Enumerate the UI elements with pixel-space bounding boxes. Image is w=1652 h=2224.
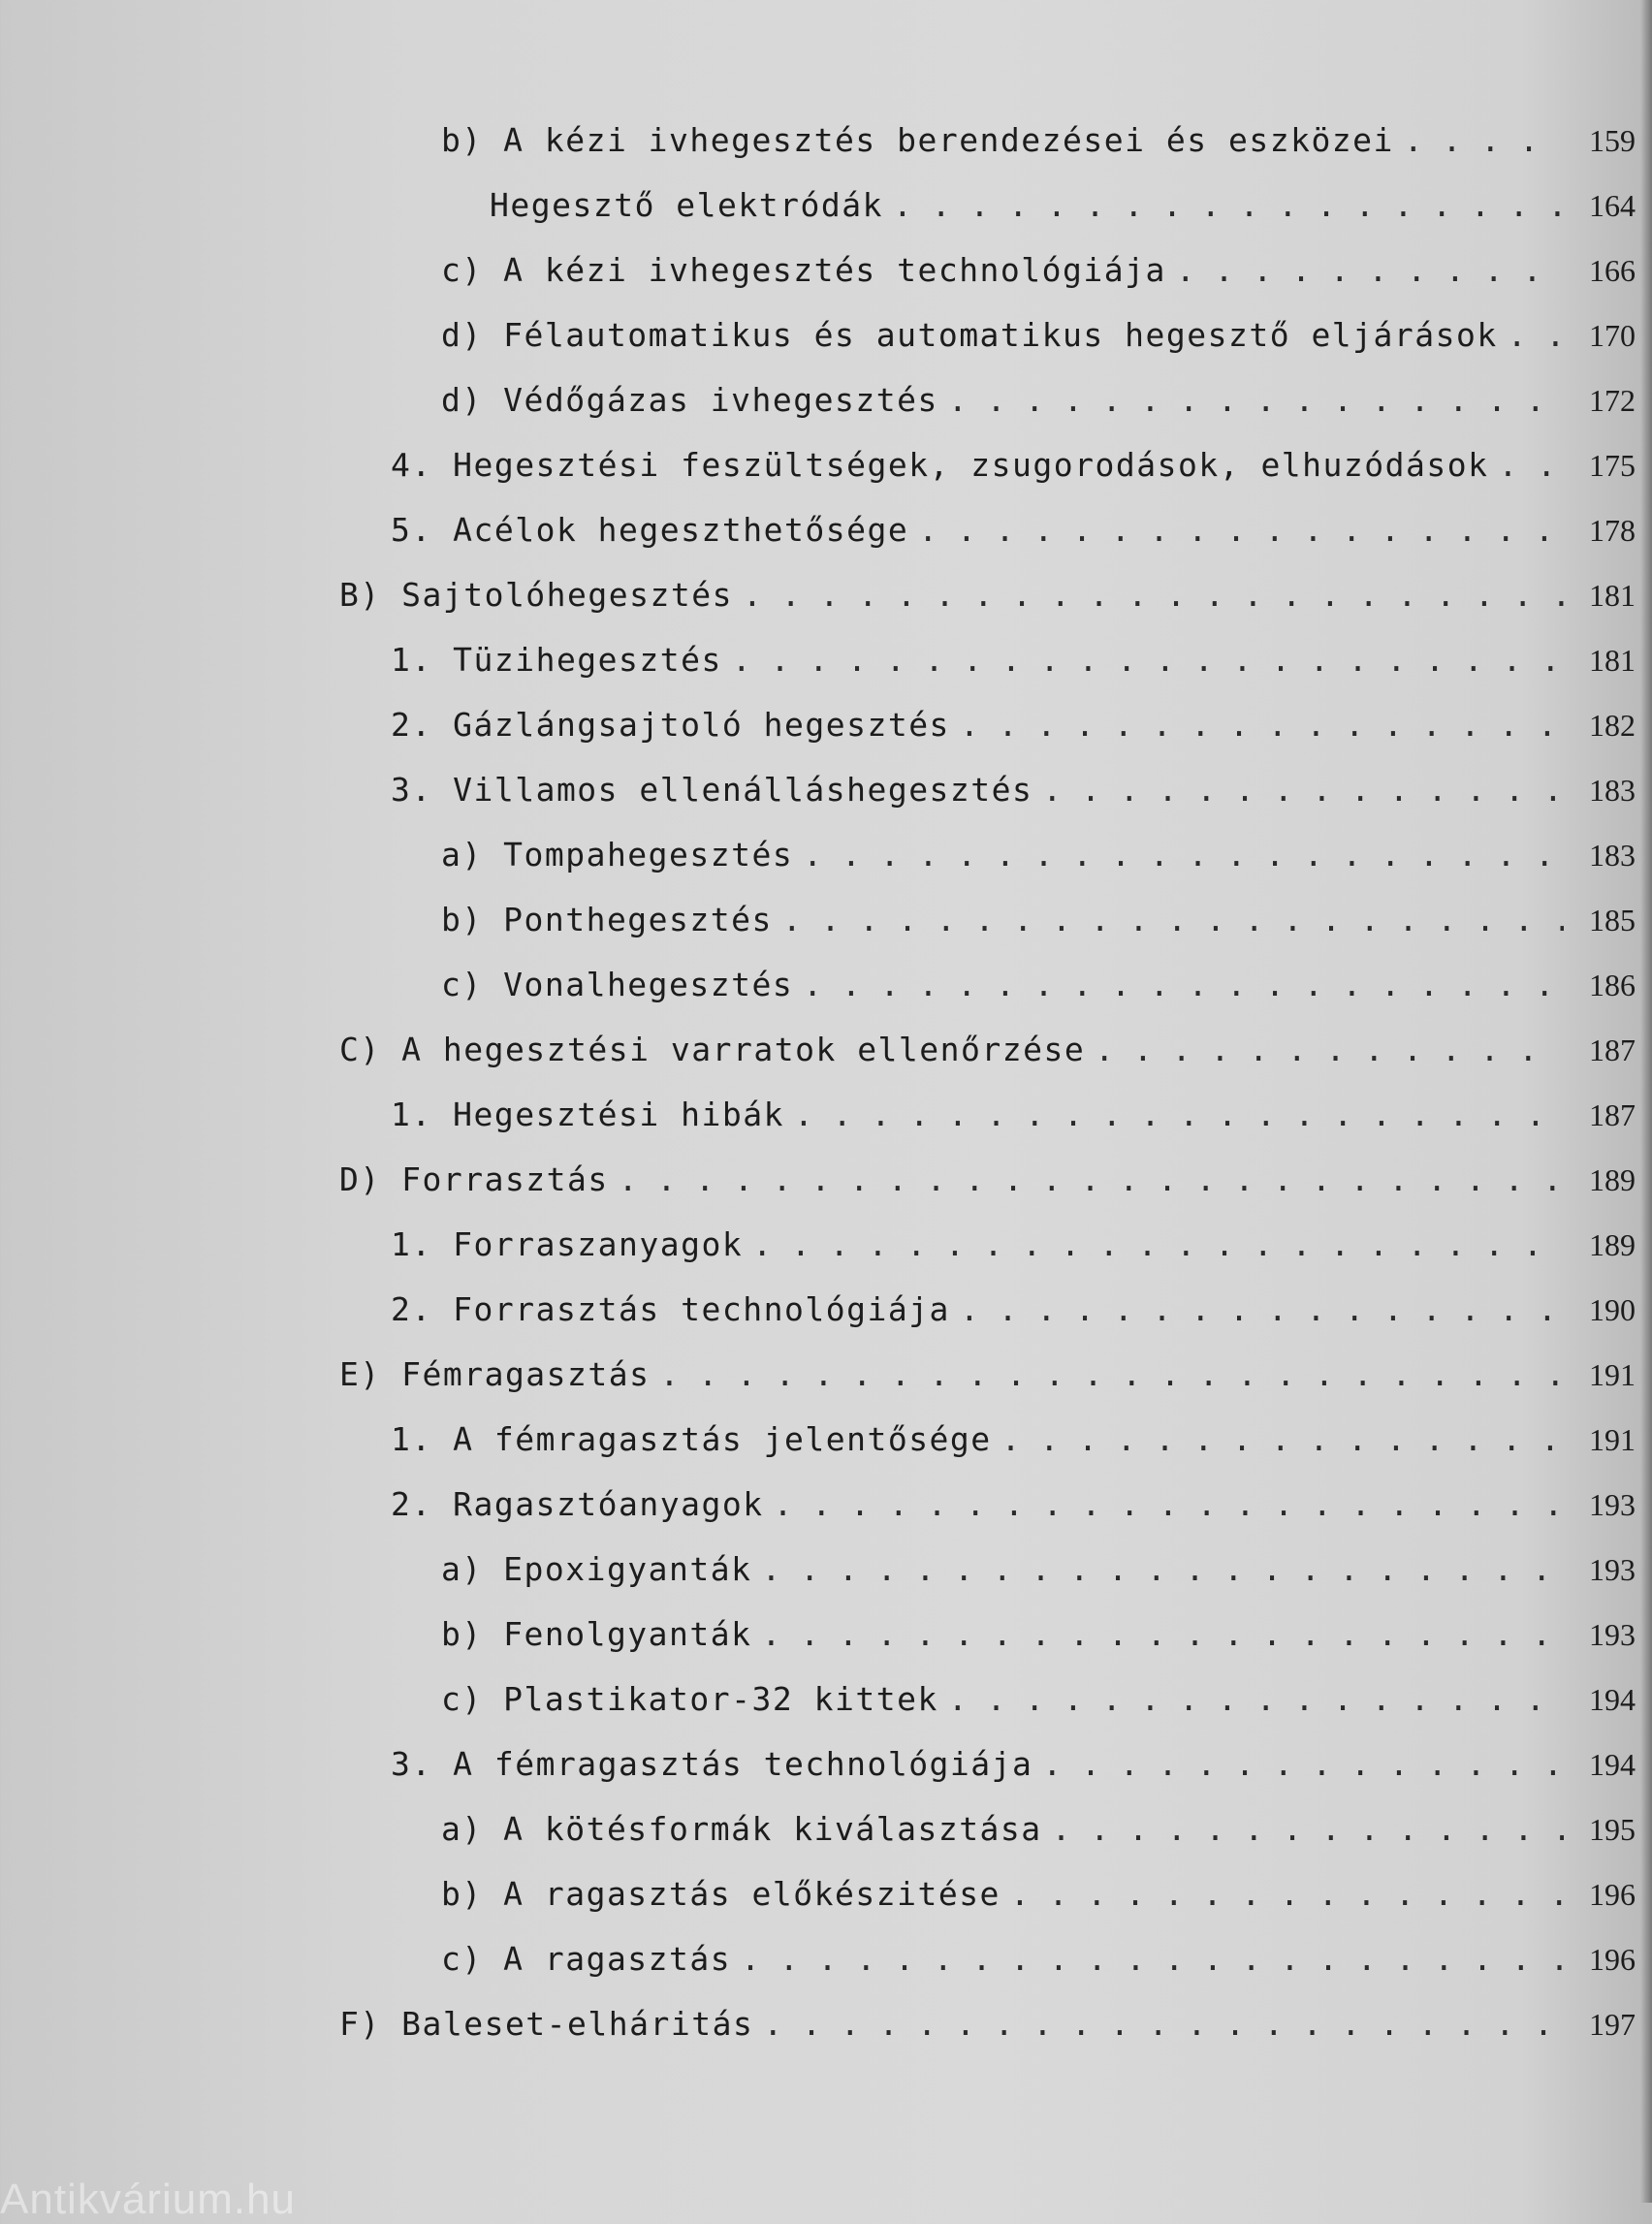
toc-entry-title: c) Vonalhegesztés: [441, 966, 794, 1003]
toc-entry-page: 175: [1589, 448, 1636, 483]
toc-entry-title: b) A ragasztás előkészitése: [441, 1875, 1001, 1913]
toc-entry-page: 183: [1589, 838, 1636, 873]
dot-leader: [763, 1995, 1564, 2053]
toc-entry: [441, 1541, 1636, 1599]
toc-entry-title: a) A kötésformák kiválasztása: [441, 1810, 1042, 1848]
toc-entry: [441, 891, 1636, 949]
dot-leader: [743, 566, 1564, 624]
toc-entry-page: 191: [1589, 1422, 1636, 1457]
toc-entry-title: 1. Hegesztési hibák: [391, 1096, 784, 1133]
toc-entry-title: 1. Forraszanyagok: [391, 1225, 744, 1263]
toc-entry-page: 166: [1589, 253, 1636, 288]
toc-entry-title: 1. Tüzihegesztés: [391, 641, 722, 679]
dot-leader: [1508, 306, 1564, 365]
toc-entry-title: 2. Forrasztás technológiája: [391, 1290, 950, 1328]
dot-leader: [762, 1541, 1564, 1599]
toc-entry: [441, 1930, 1636, 1988]
toc-entry-page: 187: [1589, 1033, 1636, 1067]
toc-entry: [441, 956, 1636, 1014]
toc-entry: [391, 501, 1636, 559]
toc-entry-page: 178: [1589, 513, 1636, 548]
toc-section: [339, 1995, 1636, 2053]
dot-leader: [803, 956, 1564, 1014]
dot-leader: [660, 1346, 1564, 1404]
dot-leader: [762, 1605, 1564, 1664]
toc-entry-title: b) A kézi ivhegesztés berendezései és eszközei: [441, 121, 1394, 159]
toc-entry: [391, 1476, 1636, 1534]
toc-entry-title: F) Baleset-elháritás: [339, 2005, 754, 2043]
dot-leader: [1001, 1411, 1564, 1469]
toc-section: [339, 1346, 1636, 1404]
dot-leader: [774, 1476, 1564, 1534]
toc-entry-page: 193: [1589, 1617, 1636, 1652]
toc-entry-page: 190: [1589, 1292, 1636, 1327]
toc-entry-page: 196: [1589, 1942, 1636, 1977]
toc-entry-page: 172: [1589, 383, 1636, 418]
toc-entry-title: 4. Hegesztési feszültségek, zsugorodások, elhuzódások: [391, 446, 1489, 484]
toc-entry-page: 159: [1589, 123, 1636, 158]
toc-entry: [391, 1086, 1636, 1144]
dot-leader: [732, 631, 1564, 689]
toc-entry: [391, 436, 1636, 494]
toc-entry: [441, 1800, 1636, 1859]
toc-entry: [441, 826, 1636, 884]
dot-leader: [960, 1281, 1564, 1339]
dot-leader: [782, 891, 1564, 949]
toc-entry: [391, 761, 1636, 819]
toc-entry: [441, 1670, 1636, 1729]
toc-entry: [441, 241, 1636, 300]
toc-entry: [490, 176, 1636, 235]
toc-entry-title: 3. Villamos ellenálláshegesztés: [391, 771, 1033, 809]
dot-leader: [1052, 1800, 1564, 1859]
toc-entry: [441, 1605, 1636, 1664]
toc-entry-page: 182: [1589, 708, 1636, 743]
toc-entry: [441, 1865, 1636, 1923]
toc-entry: [441, 306, 1636, 365]
dot-leader: [619, 1151, 1564, 1209]
toc-entry-title: E) Fémragasztás: [339, 1355, 651, 1393]
dot-leader: [794, 1086, 1564, 1144]
toc-entry-title: a) Epoxigyanták: [441, 1550, 752, 1588]
toc-entry-title: 2. Ragasztóanyagok: [391, 1485, 764, 1523]
toc-entry-title: B) Sajtolóhegesztés: [339, 576, 733, 614]
dot-leader: [752, 1216, 1564, 1274]
toc-entry-page: 189: [1589, 1162, 1636, 1197]
watermark: Antikvárium.hu: [0, 2176, 297, 2223]
dot-leader: [948, 371, 1564, 429]
toc-entry-page: 195: [1589, 1812, 1636, 1847]
toc-entry-title: c) A ragasztás: [441, 1940, 732, 1978]
dot-leader: [893, 176, 1564, 235]
toc-entry-title: c) Plastikator-32 kittek: [441, 1680, 938, 1718]
toc-entry: [391, 1281, 1636, 1339]
toc-entry-page: 183: [1589, 773, 1636, 808]
toc-section: [339, 1021, 1636, 1079]
dot-leader: [1095, 1021, 1564, 1079]
dot-leader: [1042, 761, 1564, 819]
dot-leader: [948, 1670, 1564, 1729]
toc-entry-title: D) Forrasztás: [339, 1160, 609, 1198]
page-edge-shadow: [1640, 0, 1652, 2203]
toc-entry-page: 197: [1589, 2007, 1636, 2042]
toc-entry: [391, 1735, 1636, 1794]
toc-entry: [391, 631, 1636, 689]
dot-leader: [960, 696, 1564, 754]
toc-entry-title: d) Védőgázas ivhegesztés: [441, 381, 938, 419]
toc-entry-page: 185: [1589, 903, 1636, 937]
toc-entry-page: 181: [1589, 578, 1636, 613]
dot-leader: [1404, 111, 1564, 170]
dot-leader: [1176, 241, 1564, 300]
toc-entry-page: 194: [1589, 1682, 1636, 1717]
toc-entry-title: a) Tompahegesztés: [441, 836, 794, 874]
toc-entry-page: 196: [1589, 1877, 1636, 1912]
toc-entry-title: c) A kézi ivhegesztés technológiája: [441, 251, 1166, 289]
dot-leader: [1499, 436, 1565, 494]
toc-entry-title: d) Félautomatikus és automatikus hegesztő eljárások: [441, 316, 1498, 354]
toc-entry-title: 5. Acélok hegeszthetősége: [391, 511, 909, 549]
toc-entry-page: 191: [1589, 1357, 1636, 1392]
toc-entry-page: 189: [1589, 1227, 1636, 1262]
toc-entry: [391, 1411, 1636, 1469]
toc-entry-title: C) A hegesztési varratok ellenőrzése: [339, 1031, 1086, 1068]
toc-entry-page: 187: [1589, 1097, 1636, 1132]
toc-entry-title: Hegesztő elektródák: [490, 186, 883, 224]
dot-leader: [741, 1930, 1564, 1988]
toc-entry-title: 2. Gázlángsajtoló hegesztés: [391, 706, 950, 744]
toc-entry: [391, 696, 1636, 754]
toc-entry-title: 3. A fémragasztás technológiája: [391, 1745, 1033, 1783]
toc-entry-page: 193: [1589, 1487, 1636, 1522]
toc-entry-page: 194: [1589, 1747, 1636, 1782]
toc-entry-page: 181: [1589, 643, 1636, 678]
toc-entry: [391, 1216, 1636, 1274]
toc-entry-page: 170: [1589, 318, 1636, 353]
toc-entry: [441, 111, 1636, 170]
dot-leader: [1010, 1865, 1564, 1923]
toc-section: [339, 566, 1636, 624]
toc-entry-title: b) Ponthegesztés: [441, 901, 773, 938]
dot-leader: [803, 826, 1564, 884]
dot-leader: [1042, 1735, 1564, 1794]
toc-entry-page: 186: [1589, 968, 1636, 1002]
toc-entry-title: 1. A fémragasztás jelentősége: [391, 1420, 992, 1458]
dot-leader: [918, 501, 1564, 559]
toc-entry-page: 193: [1589, 1552, 1636, 1587]
toc-entry: [441, 371, 1636, 429]
toc-entry-title: b) Fenolgyanták: [441, 1615, 752, 1653]
toc-entry-page: 164: [1589, 188, 1636, 223]
toc-section: [339, 1151, 1636, 1209]
